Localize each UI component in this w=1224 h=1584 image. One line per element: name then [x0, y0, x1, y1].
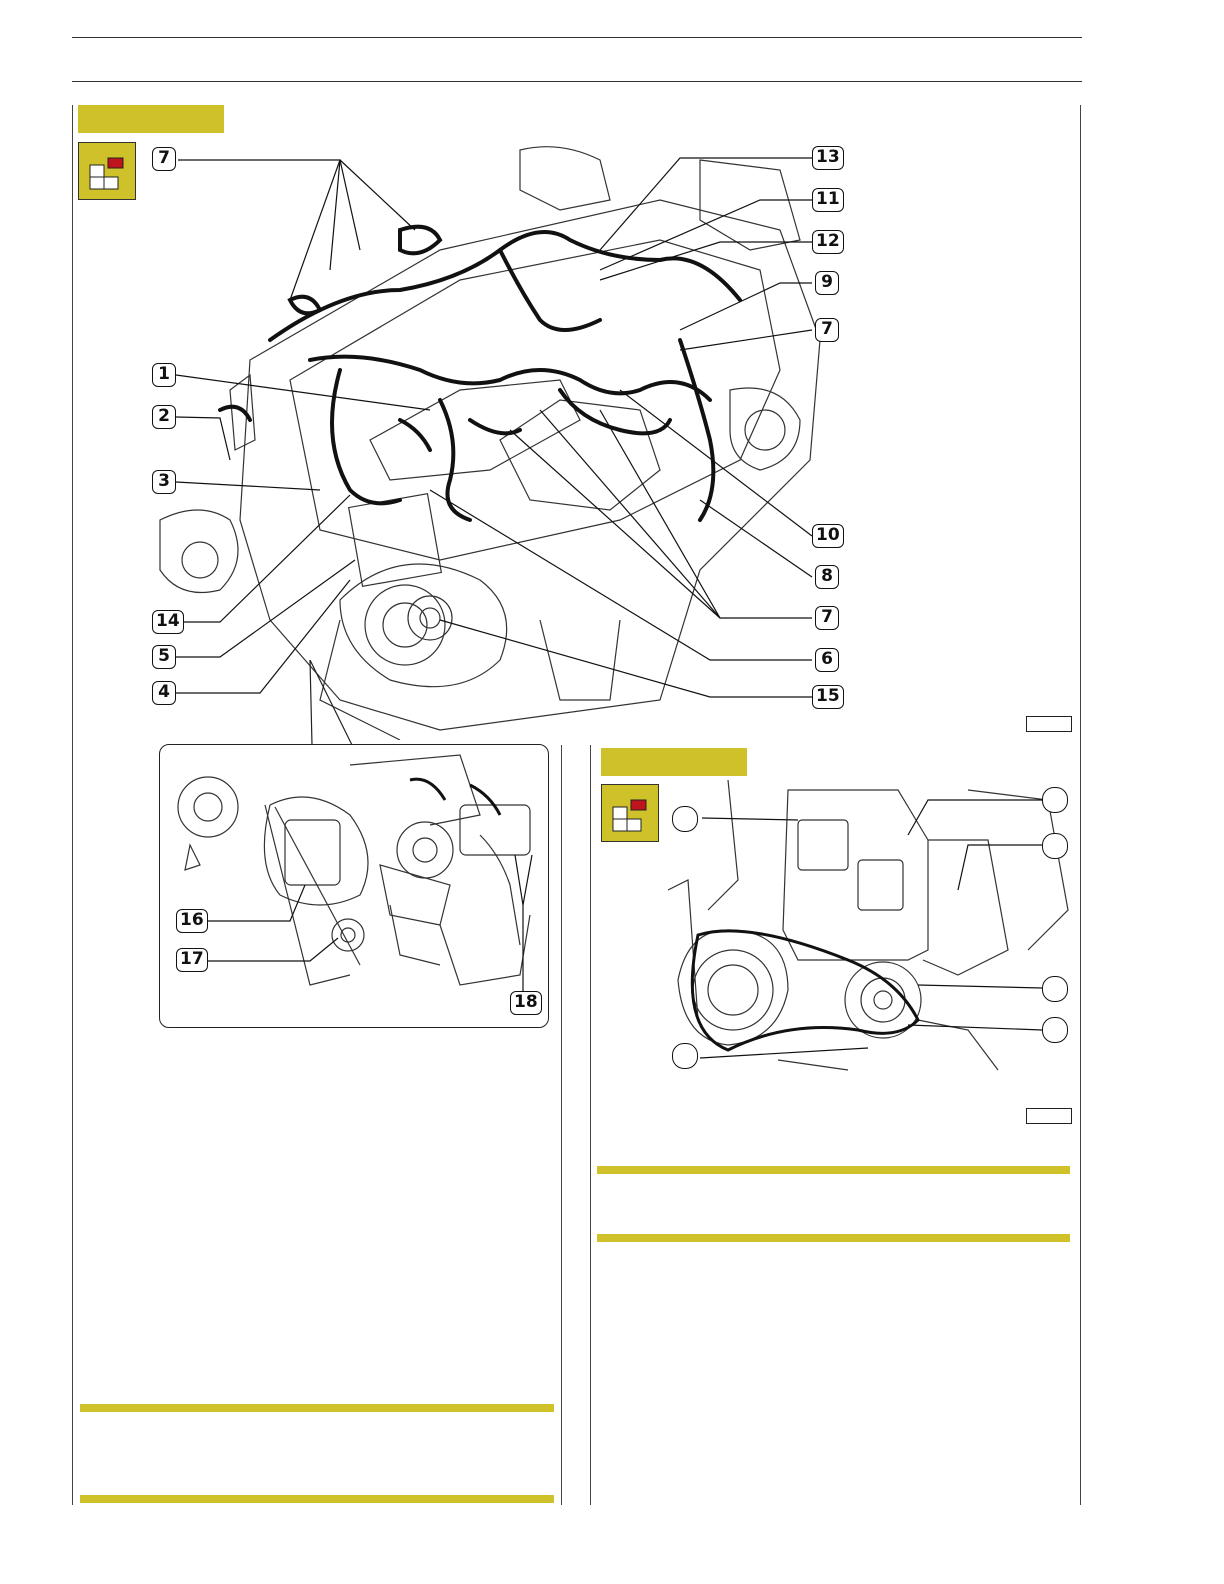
right-note-bar-top [597, 1166, 1070, 1174]
callout-8: 8 [815, 565, 839, 589]
middle-column-rule-b [590, 745, 591, 1505]
callout-5: 5 [152, 645, 176, 669]
engine-harness-figure [140, 140, 860, 740]
callout-3: 3 [152, 470, 176, 494]
header-rule-top [72, 37, 1082, 38]
inset-drawing [160, 745, 548, 1027]
callout-9: 9 [815, 271, 839, 295]
callout-7-right: 7 [815, 318, 839, 342]
engine-view-icon [79, 143, 135, 199]
callout-16: 16 [176, 909, 208, 933]
main-figure-ref-code [1026, 716, 1072, 732]
right-view-badge [601, 784, 659, 842]
right-note-bar-bottom [597, 1234, 1070, 1242]
left-section-tab [78, 105, 224, 133]
callout-2: 2 [152, 405, 176, 429]
ecu-belt-figure [668, 780, 1078, 1080]
right-callout-3 [1042, 833, 1068, 859]
header-rule-bottom [72, 81, 1082, 82]
right-callout-2 [1042, 787, 1068, 813]
callout-6: 6 [815, 648, 839, 672]
right-callout-6 [672, 1043, 698, 1069]
callout-1: 1 [152, 363, 176, 387]
right-callout-4 [1042, 976, 1068, 1002]
left-note-bar-bottom [80, 1495, 554, 1503]
left-view-badge [78, 142, 136, 200]
inset-detail-figure [159, 744, 549, 1028]
callout-4: 4 [152, 681, 176, 705]
right-column-rule [1080, 105, 1081, 1505]
callout-12: 12 [812, 230, 844, 254]
callout-18: 18 [510, 991, 542, 1015]
callout-10: 10 [812, 524, 844, 548]
callout-17: 17 [176, 948, 208, 972]
right-section-tab [601, 748, 747, 776]
right-callout-5 [1042, 1017, 1068, 1043]
right-figure-ref-code [1026, 1108, 1072, 1124]
left-column-rule [72, 105, 73, 1505]
right-callout-1 [672, 806, 698, 832]
callout-11: 11 [812, 188, 844, 212]
inset-connector-lines [300, 660, 360, 750]
middle-column-rule-a [561, 745, 562, 1505]
callout-7-top-left: 7 [152, 147, 176, 171]
left-note-bar-top [80, 1404, 554, 1412]
callout-7-lower-right: 7 [815, 606, 839, 630]
callout-14: 14 [152, 610, 184, 634]
callout-15: 15 [812, 685, 844, 709]
callout-13: 13 [812, 146, 844, 170]
engine-view-icon [602, 785, 658, 841]
